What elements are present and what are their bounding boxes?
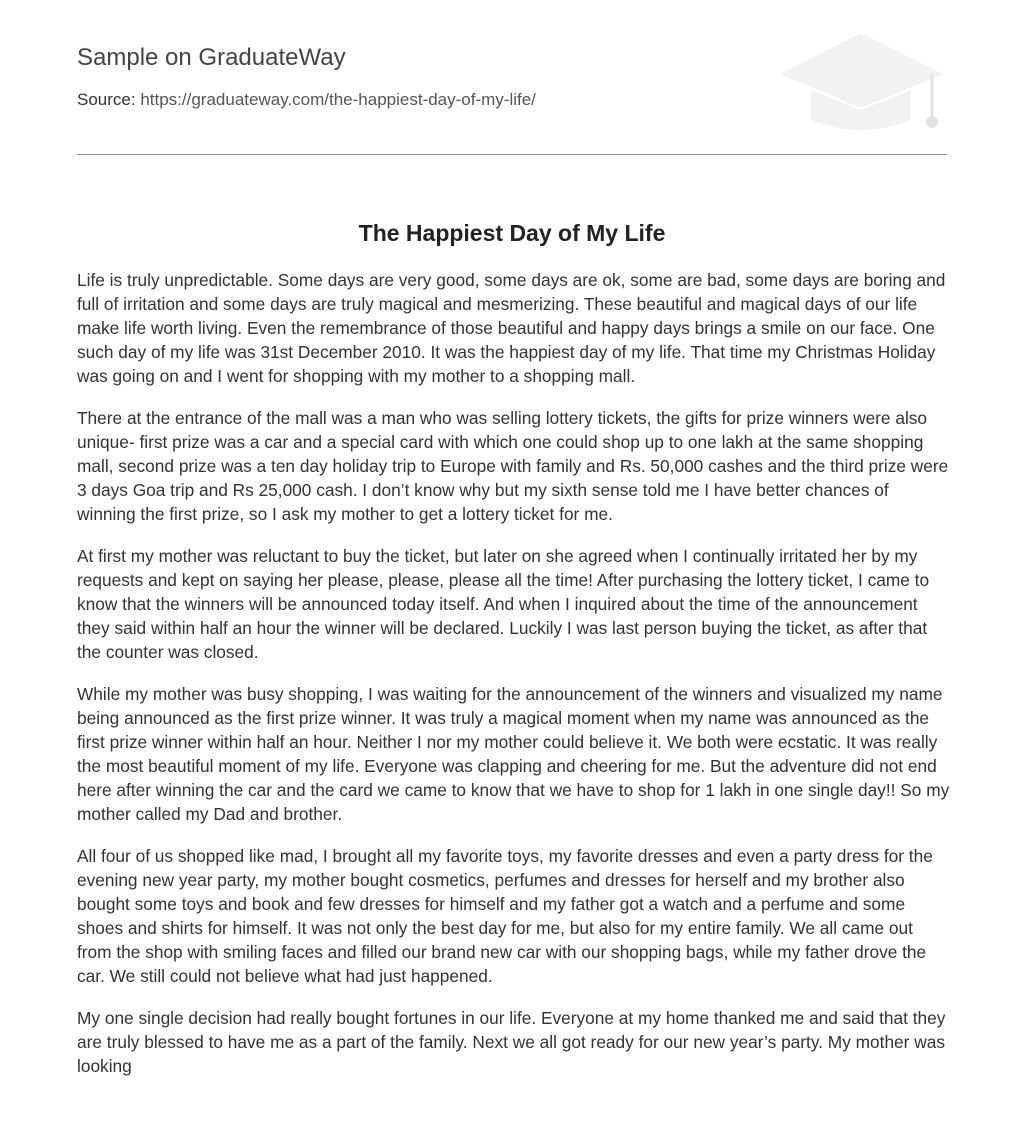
paragraph: While my mother was busy shopping, I was waiting for the announcement of the winners and visualized my name being announced as the first prize winner. It was truly a magical moment when my name was announced as the first prize winner within half an hour. Neither I nor my mother could believe it. We both were ecstatic. It was really the most beautiful moment of my life. Everyone was clapping and cheering for me. But the adventure did not end here after winning the car and the card we came to know that we have to shop for 1 lakh in one single day!! So my mother called my Dad and brother. xyxy=(77,684,950,824)
site-title: Sample on GraduateWay xyxy=(77,44,346,71)
source-label: Source: xyxy=(77,90,136,109)
paragraph: At first my mother was reluctant to buy the ticket, but later on she agreed when I continually irritated her by my requests and kept on saying her please, please, please all the time! After purchasing the lottery ticket, I came to know that the winners will be announced today itself. And when I inquired about the time of the announcement they said within half an hour the winner will be declared. Luckily I was last person buying the ticket, as after that the counter was closed. xyxy=(77,546,930,662)
paragraph: All four of us shopped like mad, I brought all my favorite toys, my favorite dresses and even a party dress for the evening new year party, my mother bought cosmetics, perfumes and dresses for herself and my brother also bought some toys and book and few dresses for himself and my father got a watch and a perfume and some shoes and shirts for himself. It was not only the best day for me, but also for my entire family. We all came out from the shop with smiling faces and filled our brand new car with our shopping bags, while my father drove the car. We still could not believe what had just happened. xyxy=(77,846,933,986)
document-body xyxy=(77,268,952,1096)
source-link[interactable]: https://graduateway.com/the-happiest-day-of-my-life/ xyxy=(140,90,536,109)
header-divider xyxy=(77,154,947,155)
paragraph: My one single decision had really bought fortunes in our life. Everyone at my home thanked me and said that they are truly blessed to have me as a part of the family. Next we all got ready for our new year’s party. My mother was looking xyxy=(77,1008,946,1076)
graduation-cap-icon xyxy=(777,28,947,138)
paragraph: There at the entrance of the mall was a man who was selling lottery tickets, the gifts for prize winners were also unique- first prize was a car and a special card with which one could shop up to one lakh at the same shopping mall, second prize was a ten day holiday trip to Europe with family and Rs. 50,000 cashes and the third prize were 3 days Goa trip and Rs 25,000 cash. I don’t know why but my sixth sense told me I have better chances of winning the first prize, so I ask my mother to get a lottery ticket for me. xyxy=(77,408,949,524)
source-line xyxy=(77,90,536,110)
document-title: The Happiest Day of My Life xyxy=(358,220,666,247)
page-header xyxy=(77,0,947,156)
paragraph: Life is truly unpredictable. Some days are very good, some days are ok, some are bad, some days are boring and full of irritation and some days are truly magical and mesmerizing. These beautiful and magical days of our life make life worth living. Even the remembrance of those beautiful and happy days brings a smile on our face. One such day of my life was 31st December 2010. It was the happiest day of my life. That time my Christmas Holiday was going on and I went for shopping with my mother to a shopping mall. xyxy=(77,270,946,386)
